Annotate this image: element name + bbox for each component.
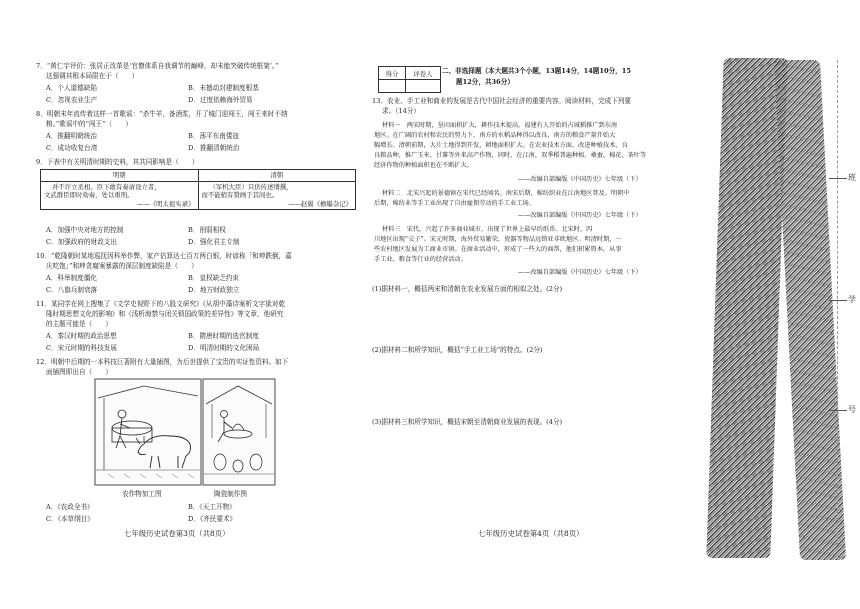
q13-intro-line2: 求。（14分） xyxy=(382,107,421,115)
material2-line1: 材料二 北宋兴起的景德镇在宋代已经闻名。南宋后期，棉纺织业在江南地区普及。明朝中 xyxy=(382,190,630,197)
material2-line2: 后期，棉纺业等手工业出现了自由雇佣劳动的手工业工场。 xyxy=(374,200,535,207)
q12-option-c[interactable]: C．《本草纲目》 xyxy=(46,515,94,523)
q12-option-a[interactable]: A．《农政全书》 xyxy=(46,503,94,511)
q9-option-b[interactable]: B．削弱相权 xyxy=(188,226,226,234)
q10-stem-line1: 10．“乾隆朝时某地巡抚因科举作弊，家产估算达七百万两白银，时谚称「和珅跌倒，嘉 xyxy=(36,252,292,260)
q11-option-c[interactable]: C．宋元时期的科技发展 xyxy=(46,344,117,352)
q13-sub2-answer-area[interactable] xyxy=(372,357,692,413)
material1-line5: 经济作物的种植面积也在不断扩大。 xyxy=(374,162,473,169)
strip-label-student: 学 xyxy=(848,295,856,304)
strip-tick-2 xyxy=(829,300,847,301)
material3-line2: 川地区出现“交子”。宋元时期，海外贸易繁荣，瓷器等物品远销亚非欧地区。明清时期，一 xyxy=(374,236,622,243)
q8-option-a[interactable]: A．推翻明朝统治 xyxy=(46,132,97,140)
q8-stem-line2: 粮。”歌谣中的“闯王”（ ） xyxy=(46,120,132,128)
strip-label-number: 号 xyxy=(848,405,856,414)
strip-label-class: 班 xyxy=(848,173,856,182)
material1-line4: 良粮品种，推广玉米、甘薯等外来高产作物，同时，在江南，双季稻普遍种植。桑蚕、棉花、茶叶等 xyxy=(374,152,647,159)
farm-processing-illustration xyxy=(94,378,202,486)
material2-source: ——改编自部编版《中国历史》七年级（下） xyxy=(518,212,642,219)
q11-option-d[interactable]: D．明清时期的文化困局 xyxy=(188,344,260,352)
exam-page-4 xyxy=(360,0,705,609)
score-label: 得分 xyxy=(379,67,406,80)
q9-stem: 9．下表中有关明清时期的史料，其共同影响是（ ） xyxy=(36,158,199,166)
page-3-footer: 七年级历史试卷第3页（共8页） xyxy=(124,529,230,538)
q9-option-d[interactable]: D．强化君主专制 xyxy=(188,238,240,246)
q9-source-table xyxy=(40,169,356,210)
material1-source: ——改编自部编版《中国历史》七年级（下） xyxy=(518,176,642,183)
q9-header-qing: 清朝 xyxy=(198,170,356,182)
pottery-making-illustration xyxy=(202,378,276,486)
q7-option-c[interactable]: C．忽视农业生产 xyxy=(46,96,98,104)
score-box xyxy=(378,66,441,93)
material3-line1: 材料三 宋代，兴起了许多商业城市，出现了世界上最早的纸币。北宋时，四 xyxy=(382,226,593,233)
q12-stem-line1: 12．明朝中后期的一本科技巨著附有大量插图，为后世提供了宝贵的实证性资料。如下 xyxy=(36,358,289,366)
q12-caption-farm: 农作物加工图 xyxy=(122,490,162,498)
q11-option-a[interactable]: A．秦汉时期的政治思想 xyxy=(46,332,117,340)
q7-option-b[interactable]: B．未撼动封建制度根基 xyxy=(188,84,259,92)
q9-ming-cell xyxy=(41,181,199,210)
q10-stem-line2: 庆吃饱」”和珅贪腐案暴露的深层制度缺陷是（ ） xyxy=(46,262,198,270)
score-cell[interactable] xyxy=(379,80,406,93)
q12-caption-pottery: 陶瓷制作图 xyxy=(214,490,247,498)
binding-cut-line xyxy=(837,60,838,560)
q7-option-d[interactable]: D．过度依赖海外贸易 xyxy=(188,96,253,104)
q8-option-c[interactable]: C．成功收复台湾 xyxy=(46,144,98,152)
material1-line2: 地区。在广阔的农村和农民的努力下，南方的水稻品种得以改良，南方的粮食产量开始大 xyxy=(374,132,616,139)
q10-option-d[interactable]: D．地方财政独立 xyxy=(188,286,240,294)
q9-qing-source: ——赵翼《檐曝杂记》 xyxy=(288,199,352,208)
q13-sub3-answer-area[interactable] xyxy=(372,429,692,519)
q9-ming-source: ——《明太祖实录》 xyxy=(136,199,195,208)
grader-cell[interactable] xyxy=(406,80,441,93)
q9-option-c[interactable]: C．加强政府的财政支出 xyxy=(46,238,117,246)
q7-stem-line2: 这强调其根本局限在于（ ） xyxy=(46,72,139,80)
strip-tick-3 xyxy=(829,410,847,411)
scan-texture-left xyxy=(706,58,787,558)
q13-sub3: (3)据材料三和所学知识，概括宋朝至清朝商业发展的表现。(4分) xyxy=(372,418,563,426)
q11-option-b[interactable]: B．隋唐时期的选官制度 xyxy=(188,332,259,340)
q7-option-a[interactable]: A．个人道德缺陷 xyxy=(46,84,97,92)
q10-option-a[interactable]: A．科举制度僵化 xyxy=(46,274,97,282)
q9-header-ming: 明朝 xyxy=(41,170,199,182)
material3-source: ——改编自部编版《中国历史》七年级（下） xyxy=(518,269,642,276)
q12-option-d[interactable]: D．《齐民要术》 xyxy=(188,515,237,523)
section-title-line2: 题12分，共36分） xyxy=(456,78,514,86)
q11-stem-line2: 隆时期思想文化的影响》和《浅析海禁与闭关锁国政策的差异性》等文章，他研究 xyxy=(46,310,284,318)
section-title-line1: 二、非选择题（本大题共3个小题，13题14分，14题10分，15 xyxy=(442,67,631,75)
q8-option-d[interactable]: D．推翻清朝统治 xyxy=(188,144,240,152)
q8-option-b[interactable]: B．荡平东南倭寇 xyxy=(188,132,240,140)
q9-option-a[interactable]: A．加强中央对地方的控制 xyxy=(46,226,124,234)
grader-label: 评卷人 xyxy=(406,67,441,80)
q9-ming-line2: 文武群臣即时劾奏，处以重刑。 xyxy=(44,191,134,200)
q11-stem-line3: 的主题可能是（ ） xyxy=(46,320,112,328)
q9-qing-line2: 而不能稍有赞画于其间也。 xyxy=(201,191,279,200)
binding-strip xyxy=(705,0,860,609)
exam-page-3 xyxy=(0,0,360,609)
q10-option-b[interactable]: B．皇权缺乏约束 xyxy=(188,274,240,282)
q12-stem-line2: 面插图即出自（ ） xyxy=(46,368,112,376)
q8-stem-line1: 8．明朝末年流传着这样一首歌谣：“杀牛羊，备酒浆，开了城门迎闯王，闯王来时不纳 xyxy=(36,110,288,118)
q13-intro-line1: 13．农业、手工业和商业的发展是古代中国社会经济的重要内容。阅读材料，完成下列要 xyxy=(372,97,631,105)
scan-texture-right xyxy=(774,60,846,560)
q13-sub1-answer-area[interactable] xyxy=(372,296,692,340)
material1-line3: 幅增长。清朝前期，大片土地得到开发，耕地面积扩大。在农业技术方面，改进种植技术，良 xyxy=(374,142,628,149)
strip-tick-1 xyxy=(829,178,847,179)
q13-sub2: (2)据材料二和所学知识，概括“手工业工场”的特点。(2分) xyxy=(372,346,543,354)
q11-stem-line1: 11．某同学在网上搜集了《文学史视野下的八股文研究》《从胡中藻诗案析文字狱对乾 xyxy=(36,300,286,308)
q9-qing-line1: （军机大臣）只供传述缮撰， xyxy=(209,182,293,191)
material3-line4: 手工业、粮食等行业的经营活动。 xyxy=(374,256,467,263)
q13-sub1: (1)据材料一，概括两宋和清朝在农业发展方面的相似之处。(2分) xyxy=(372,285,563,293)
material3-line3: 些农村地区发展为工商业市镇。在商业活动中，形成了一些大的商帮，他们积累资本，从事 xyxy=(374,246,622,253)
q9-ming-line1: 并不许立丞相。臣下敢有奏请设立者， xyxy=(52,182,161,191)
q10-option-c[interactable]: C．八旗兵制衰落 xyxy=(46,286,98,294)
material1-line1: 材料一 两宋时期，垦田面积扩大，耕作技术提高。福建有人开始的占城稻推广到东南 xyxy=(382,122,618,129)
q12-option-b[interactable]: B．《天工开物》 xyxy=(188,503,236,511)
q7-stem-line1: 7．“黄仁宇评价：张居正改革是‘官僚体系自我调节的巅峰，却未能突破传统框架’。” xyxy=(36,62,279,70)
page-4-footer: 七年级历史试卷第4页（共8页） xyxy=(478,529,584,538)
q9-qing-cell xyxy=(198,181,356,210)
